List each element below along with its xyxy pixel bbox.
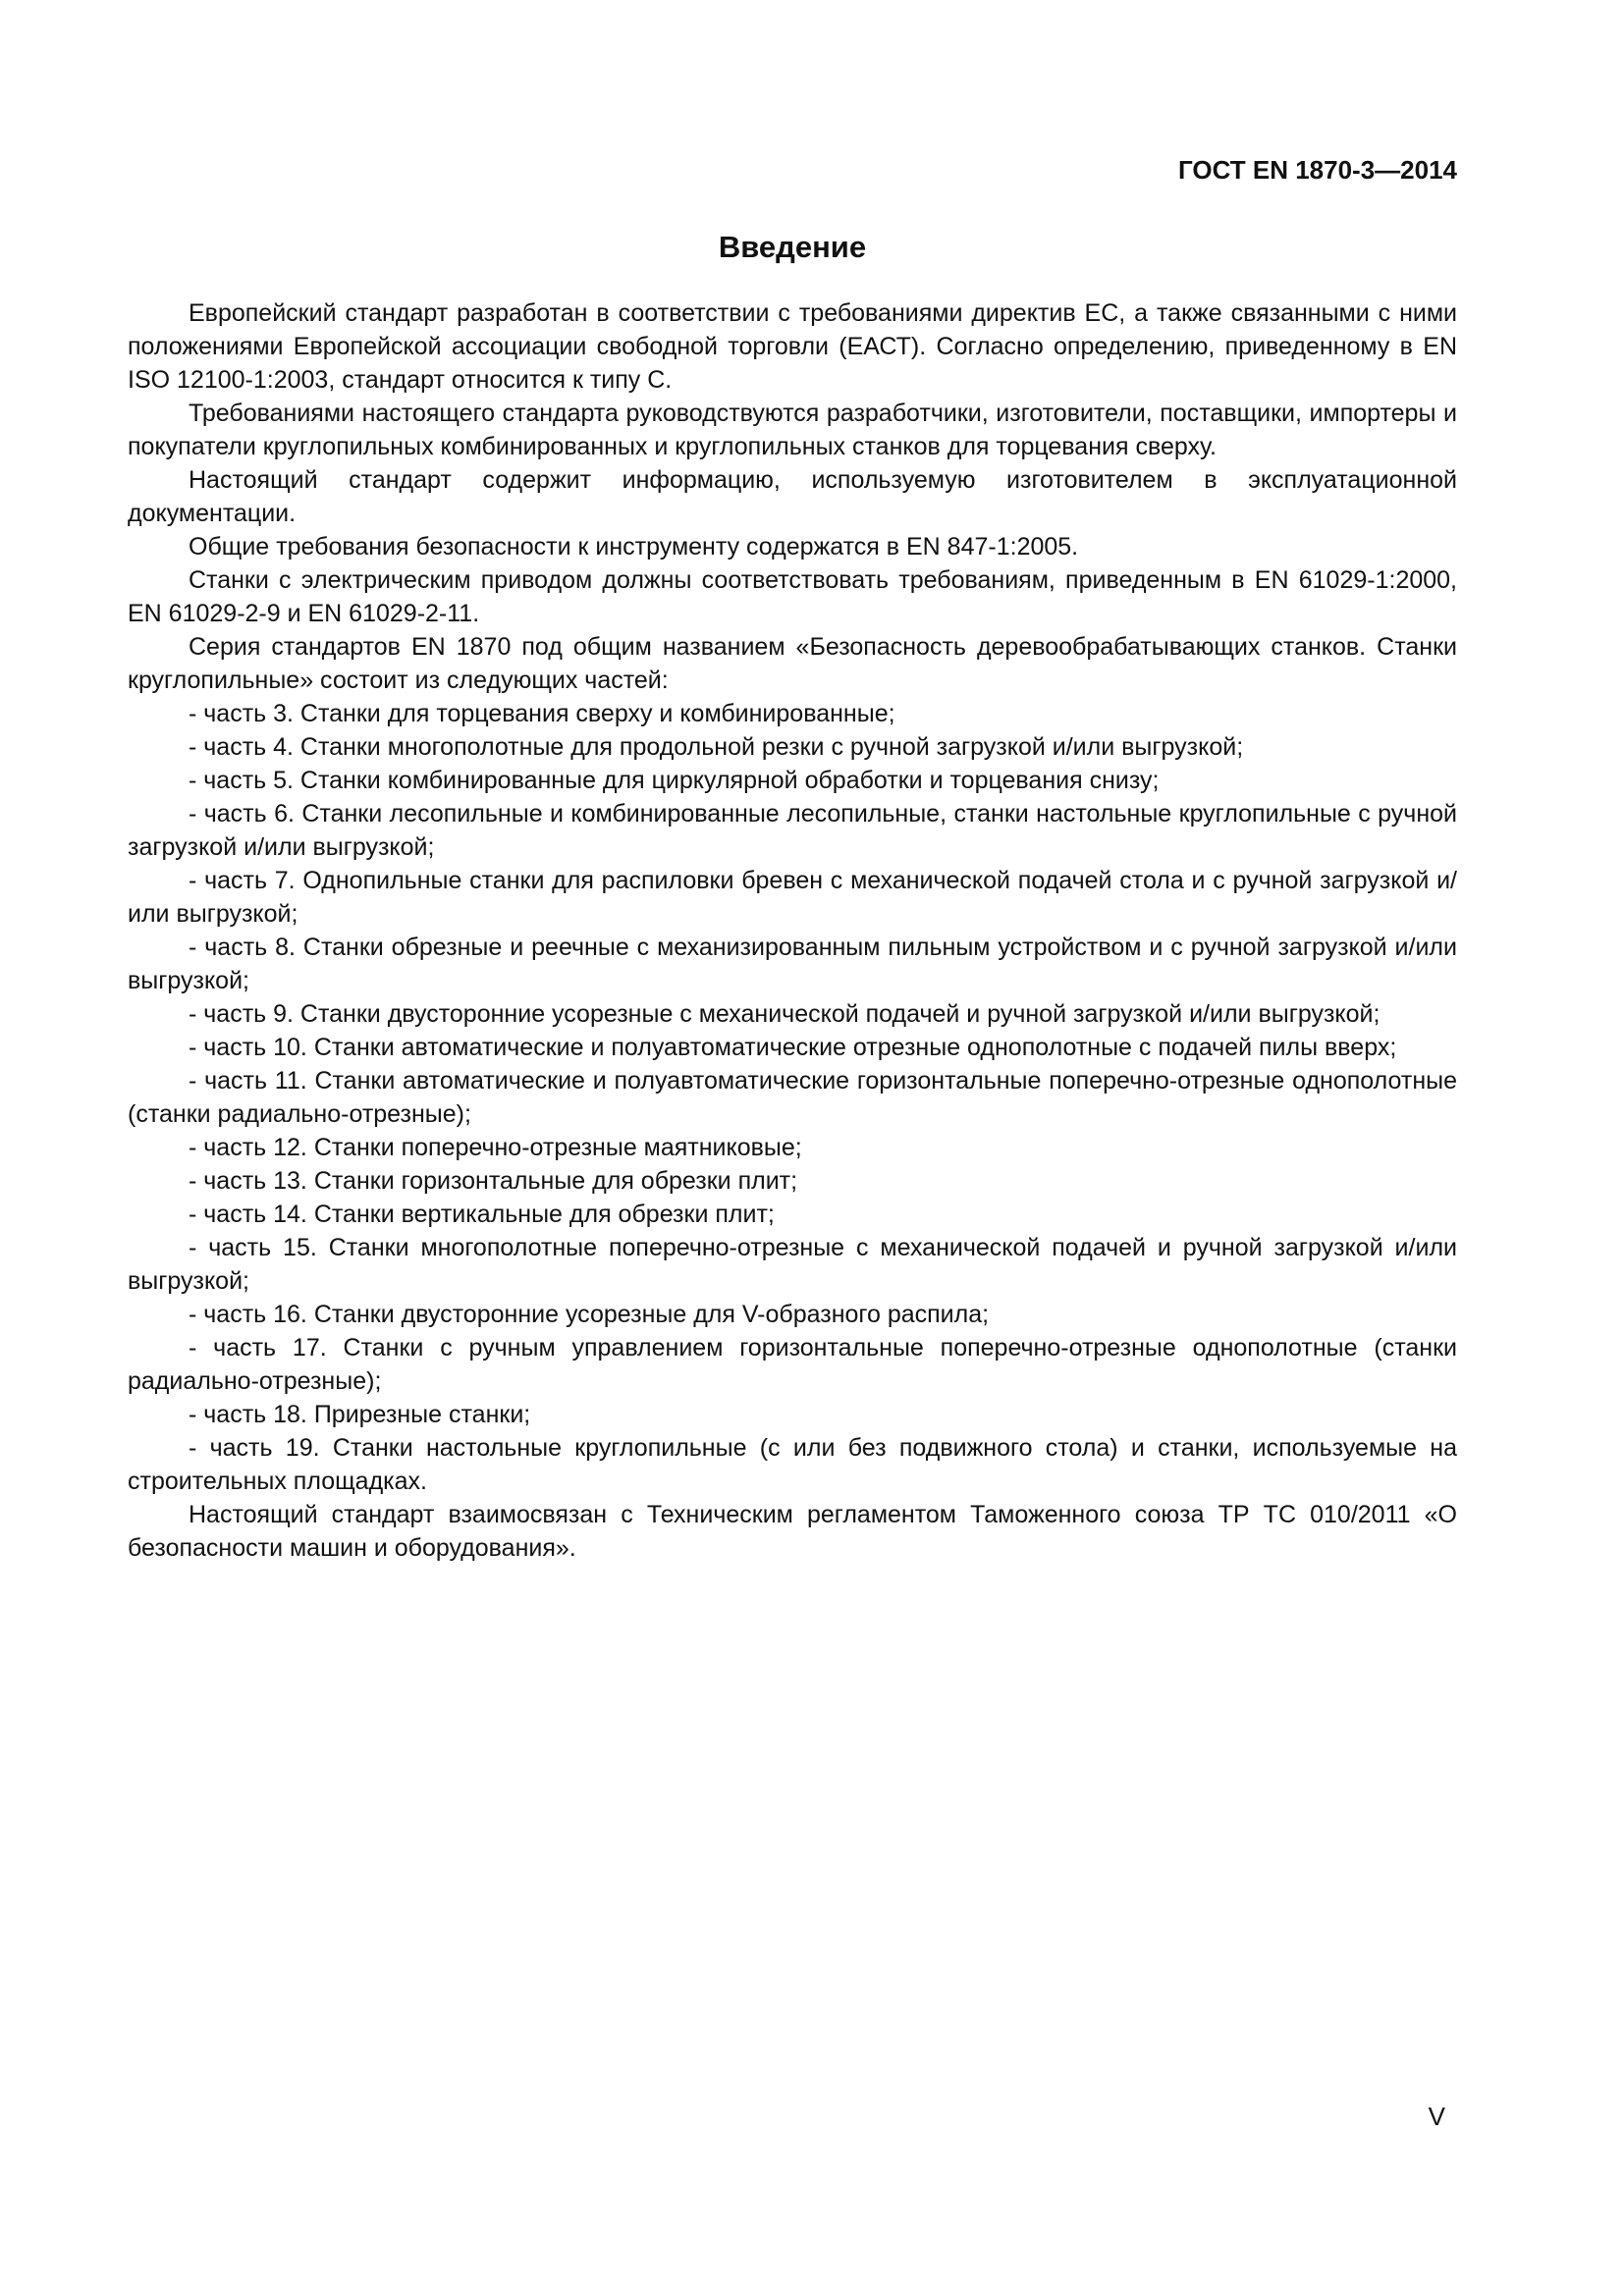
list-item: - часть 17. Станки с ручным управлением горизонтальные поперечно-отрезные однополотные (станки радиально-отрезные); — [128, 1334, 1457, 1395]
list-item: - часть 13. Станки горизонтальные для обрезки плит; — [189, 1167, 798, 1195]
list-item: - часть 15. Станки многополотные поперечно-отрезные с механической подачей и ручной загрузкой и/или выгрузкой; — [128, 1234, 1457, 1295]
list-item: - часть 10. Станки автоматические и полуавтоматические отрезные однополотные с подачей пилы вверх; — [189, 1034, 1397, 1061]
paragraph: Требованиями настоящего стандарта руководствуются разработчики, изготовители, поставщики, импортеры и покупатели круглопильных комбинированных и круглопильных станков для торцевания сверху. — [128, 400, 1457, 460]
page-title: Введение — [718, 230, 867, 264]
document-code: ГОСТ EN 1870-3—2014 — [1178, 155, 1457, 185]
list-item: - часть 16. Станки двусторонние усорезные для V-образного распила; — [189, 1301, 990, 1328]
list-item: - часть 5. Станки комбинированные для циркулярной обработки и торцевания снизу; — [189, 767, 1160, 794]
paragraph: Станки с электрическим приводом должны соответствовать требованиям, приведенным в EN 61029-1:2000, EN 61029-2-9 и EN 61029-2-11. — [128, 566, 1457, 627]
list-item: - часть 14. Станки вертикальные для обрезки плит; — [189, 1201, 775, 1228]
document-body — [128, 296, 1457, 1565]
paragraph: Настоящий стандарт взаимосвязан с Техническим регламентом Таможенного союза ТР ТС 010/2011 «О безопасности машин и оборудования». — [128, 1501, 1457, 1562]
list-item: - часть 18. Прирезные станки; — [189, 1401, 531, 1428]
list-item: - часть 8. Станки обрезные и реечные с механизированным пильным устройством и с ручной загрузкой и/или выгрузкой; — [128, 934, 1457, 994]
list-item: - часть 12. Станки поперечно-отрезные маятниковые; — [189, 1134, 802, 1161]
list-item: - часть 3. Станки для торцевания сверху и комбинированные; — [189, 700, 895, 727]
list-item: - часть 19. Станки настольные круглопильные (с или без подвижного стола) и станки, используемые на строительных площадках. — [128, 1434, 1457, 1495]
paragraph: Общие требования безопасности к инструменту содержатся в EN 847-1:2005. — [189, 533, 1079, 561]
list-item: - часть 4. Станки многополотные для продольной резки с ручной загрузкой и/или выгрузкой; — [189, 733, 1244, 761]
list-item: - часть 11. Станки автоматические и полуавтоматические горизонтальные поперечно-отрезные однополотные (станки радиально-отрезные); — [128, 1067, 1457, 1128]
list-item: - часть 6. Станки лесопильные и комбинированные лесопильные, станки настольные круглопильные с ручной загрузкой и/или выгрузкой; — [128, 800, 1457, 861]
paragraph: Настоящий стандарт содержит информацию, используемую изготовителем в эксплуатационной документации. — [128, 466, 1457, 527]
page-number: V — [1428, 2102, 1445, 2131]
list-item: - часть 9. Станки двусторонние усорезные с механической подачей и ручной загрузкой и/или выгрузкой; — [189, 1000, 1380, 1028]
list-item: - часть 7. Однопильные станки для распиловки бревен с механической подачей стола и с ручной загрузкой и/или выгрузкой; — [128, 867, 1457, 928]
paragraph: Европейский стандарт разработан в соответствии с требованиями директив ЕС, а также связанными с ними положениями Европейской ассоциации свободной торговли (ЕАСТ). Согласно определению, приведенному в EN ISO 12100-1:2003, стандарт относится к типу С. — [128, 299, 1457, 394]
paragraph: Серия стандартов EN 1870 под общим названием «Безопасность деревообрабатывающих станков. Станки круглопильные» состоит из следующих частей: — [128, 633, 1457, 694]
